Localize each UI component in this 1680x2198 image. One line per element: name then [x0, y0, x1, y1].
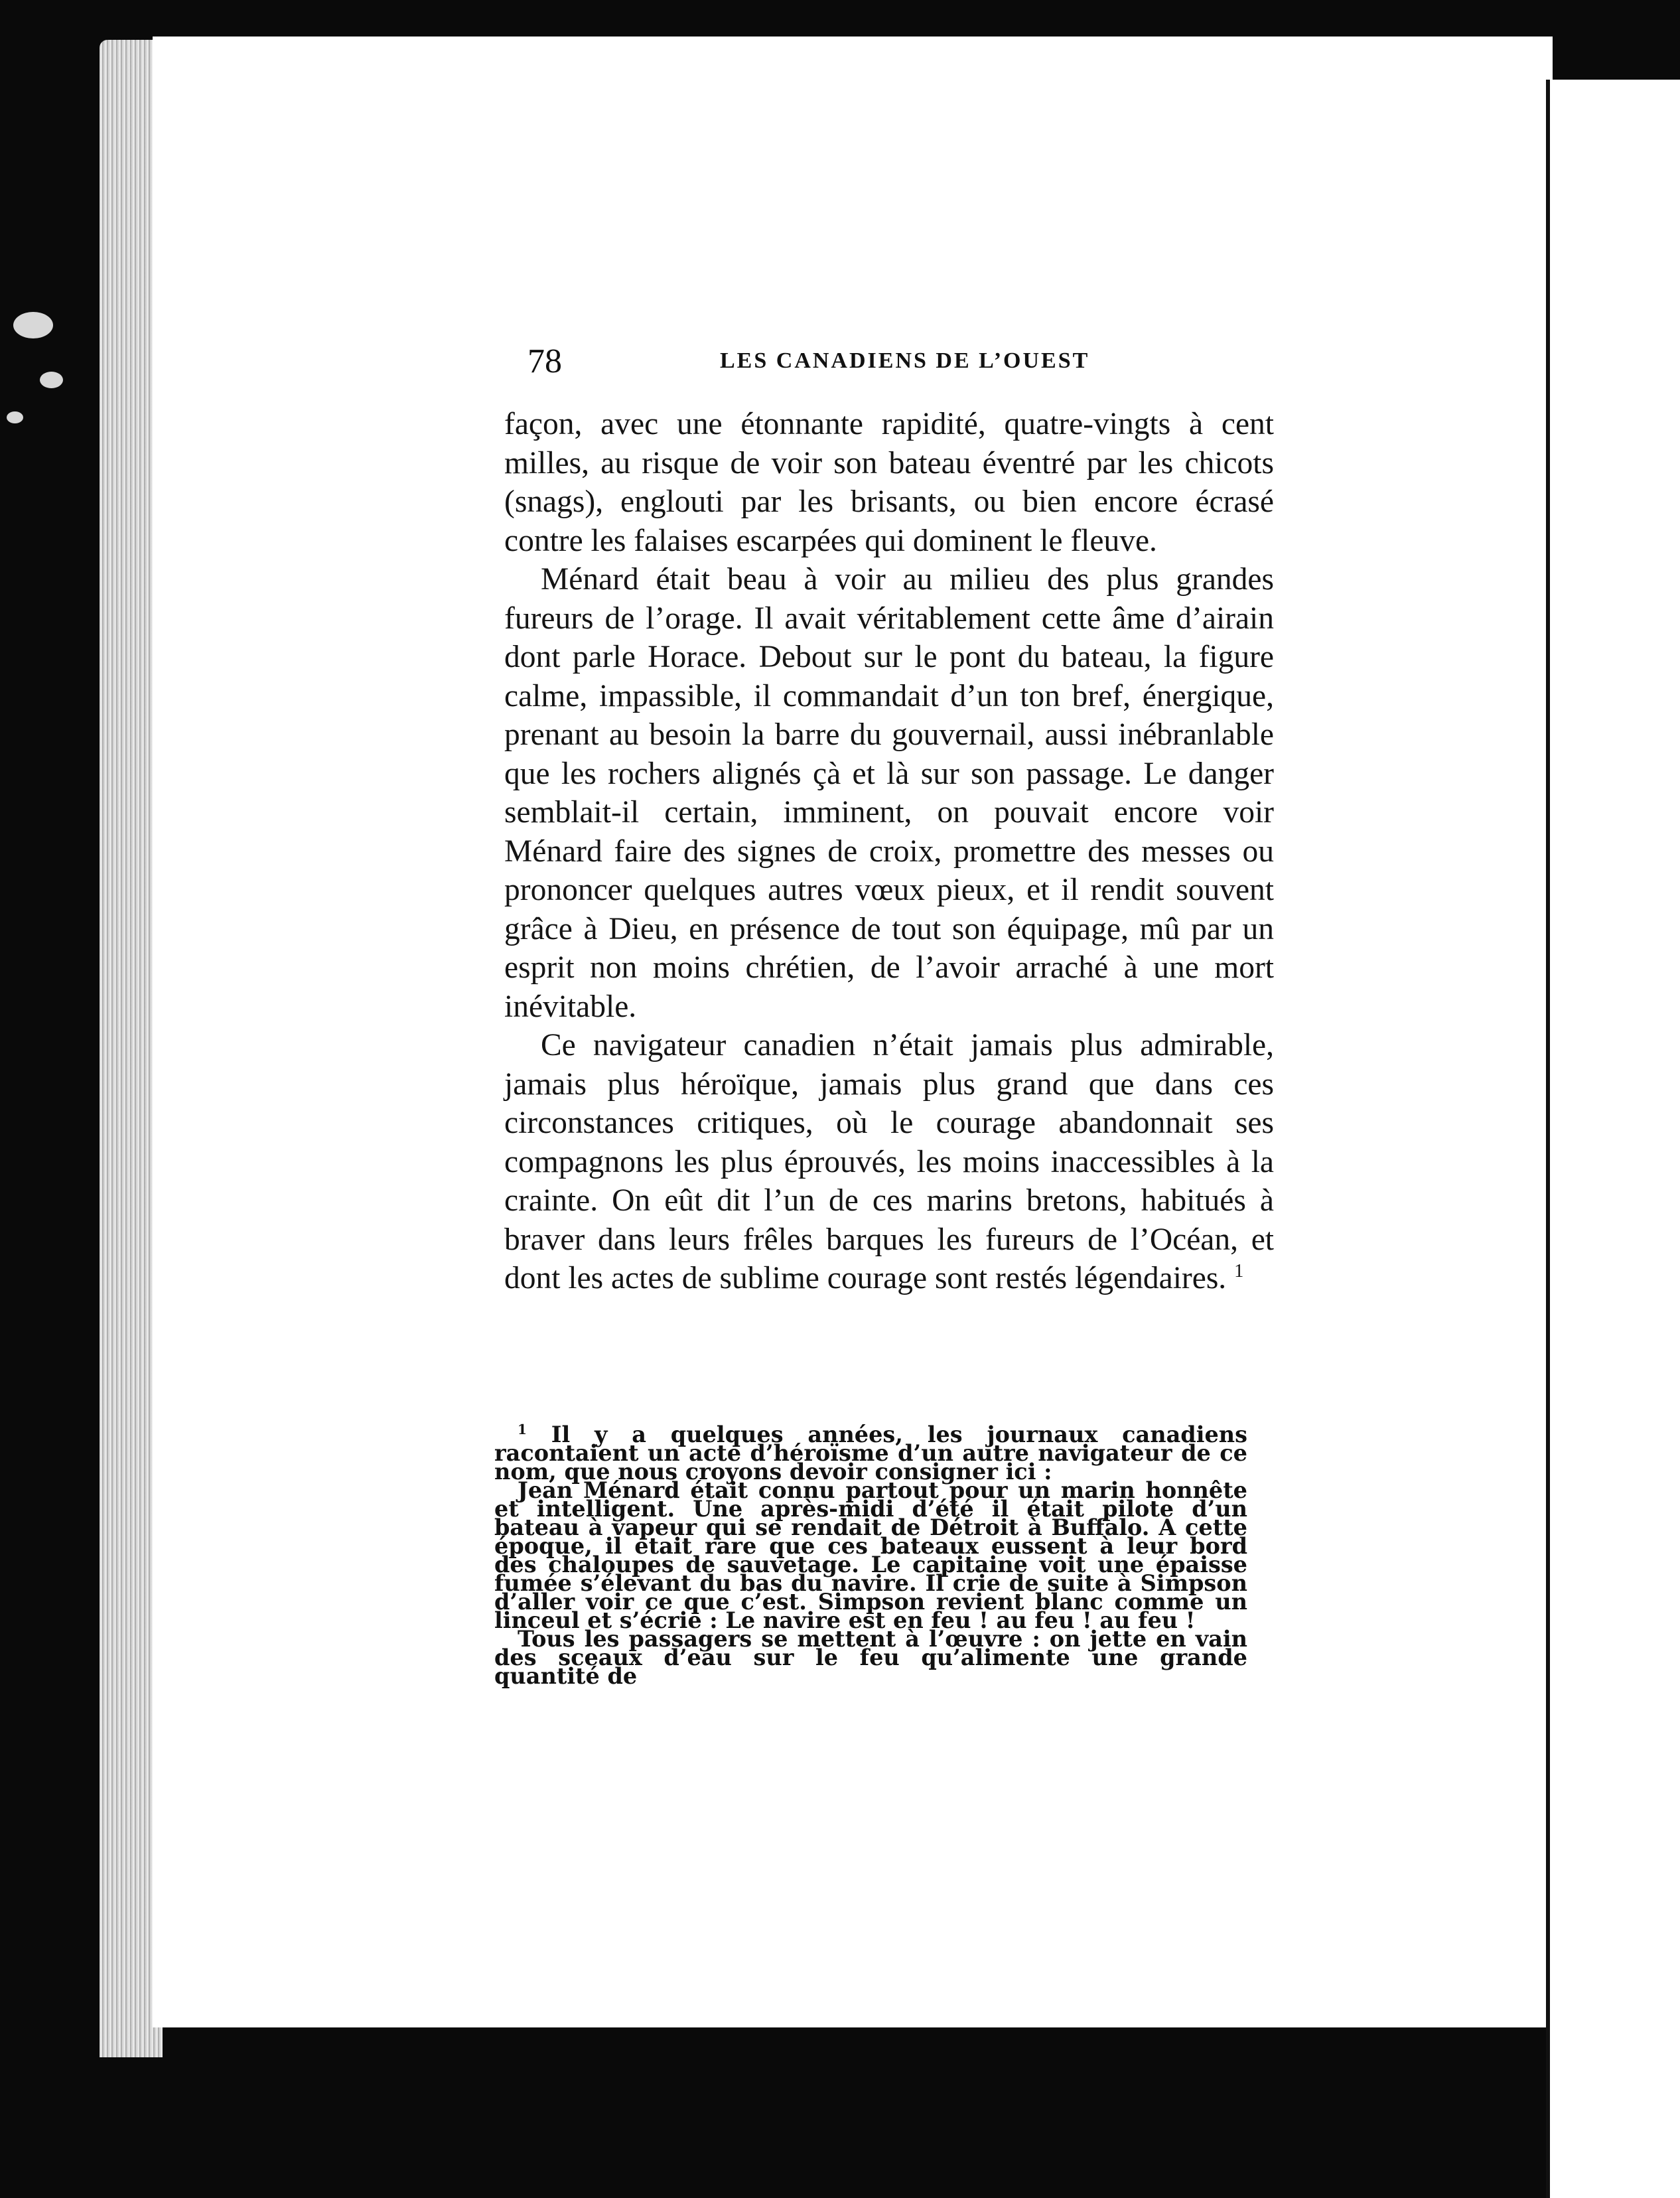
- running-title: LES CANADIENS DE L’OUEST: [720, 348, 1090, 373]
- body-text: [504, 405, 1274, 1298]
- paragraph-2: Ménard était beau à voir au milieu des plus grandes fureurs de l’orage. Il avait véritablement cette âme d’airain dont parle Horace. Debout sur le pont du bateau, la figure calme, impassible, il commandait d’un ton bref, énergique, prenant au besoin la barre du gouvernail, aussi inébranlable que les rochers alignés çà et là sur son passage. Le danger semblait-il certain, imminent, on pouvait encore voir Ménard faire des signes de croix, promettre des messes ou prononcer quelques autres vœux pieux, et il rendit souvent grâce à Dieu, en présence de tout son équipage, mû par un esprit non moins chrétien, de l’avoir arraché à une mort inévitable.: [504, 562, 1274, 1024]
- footnotes: [494, 1421, 1247, 1689]
- footnote-paragraph-3: Tous les passagers se mettent à l’œuvre : on jette en vain des sceaux d’eau sur le feu qu’alimente une grande quantité de: [494, 1626, 1247, 1689]
- paragraph-1: façon, avec une étonnante rapidité, quatre-vingts à cent milles, au risque de voir son bateau éventré par les chicots (snags), englouti par les brisants, ou bien encore écrasé contre les falaises escarpées qui dominent le fleuve.: [504, 407, 1274, 558]
- scan-speck: [40, 372, 63, 388]
- facing-page-edge: [1546, 80, 1680, 2198]
- paragraph-3-text: Ce navigateur canadien n’était jamais plus admirable, jamais plus héroïque, jamais plus grand que dans ces circonstances critiques, où le courage abandonnait ses compagnons les plus éprouvés, les moins inaccessibles à la crainte. On eût dit l’un de ces marins bretons, habitués à braver dans leurs frêles barques les fureurs de l’Océan, et dont les actes de sublime courage sont restés légendaires.: [504, 1028, 1274, 1295]
- footnote-1: [494, 1421, 1247, 1485]
- footnote-marker: 1: [518, 1421, 527, 1437]
- page-header: [527, 342, 1284, 388]
- scan-speck: [7, 411, 23, 423]
- footnote-paragraph-2: Jean Ménard était connu partout pour un marin honnête et intelligent. Une après-midi d’été il était pilote d’un bateau à vapeur qui se rendait de Détroit à Buffalo. A cette époque, il était rare que ces bateaux eussent à leur bord des chaloupes de sauvetage. Le capitaine voit une épaisse fumée s’élevant du bas du navire. Il crie de suite à Simpson d’aller voir ce que c’est. Simpson revient blanc comme un linceul et s’écrie : Le navire est en feu ! au feu ! au feu !: [494, 1477, 1247, 1633]
- scan-speck: [13, 312, 53, 338]
- paragraph-3: [504, 1026, 1274, 1298]
- footnote-1-text: Il y a quelques années, les journaux canadiens racontaient un acte d’héroïsme d’un autre navigateur de ce nom, que nous croyons devoir consigner ici :: [494, 1422, 1247, 1485]
- footnote-reference: 1: [1234, 1261, 1244, 1282]
- page-number: 78: [527, 342, 562, 380]
